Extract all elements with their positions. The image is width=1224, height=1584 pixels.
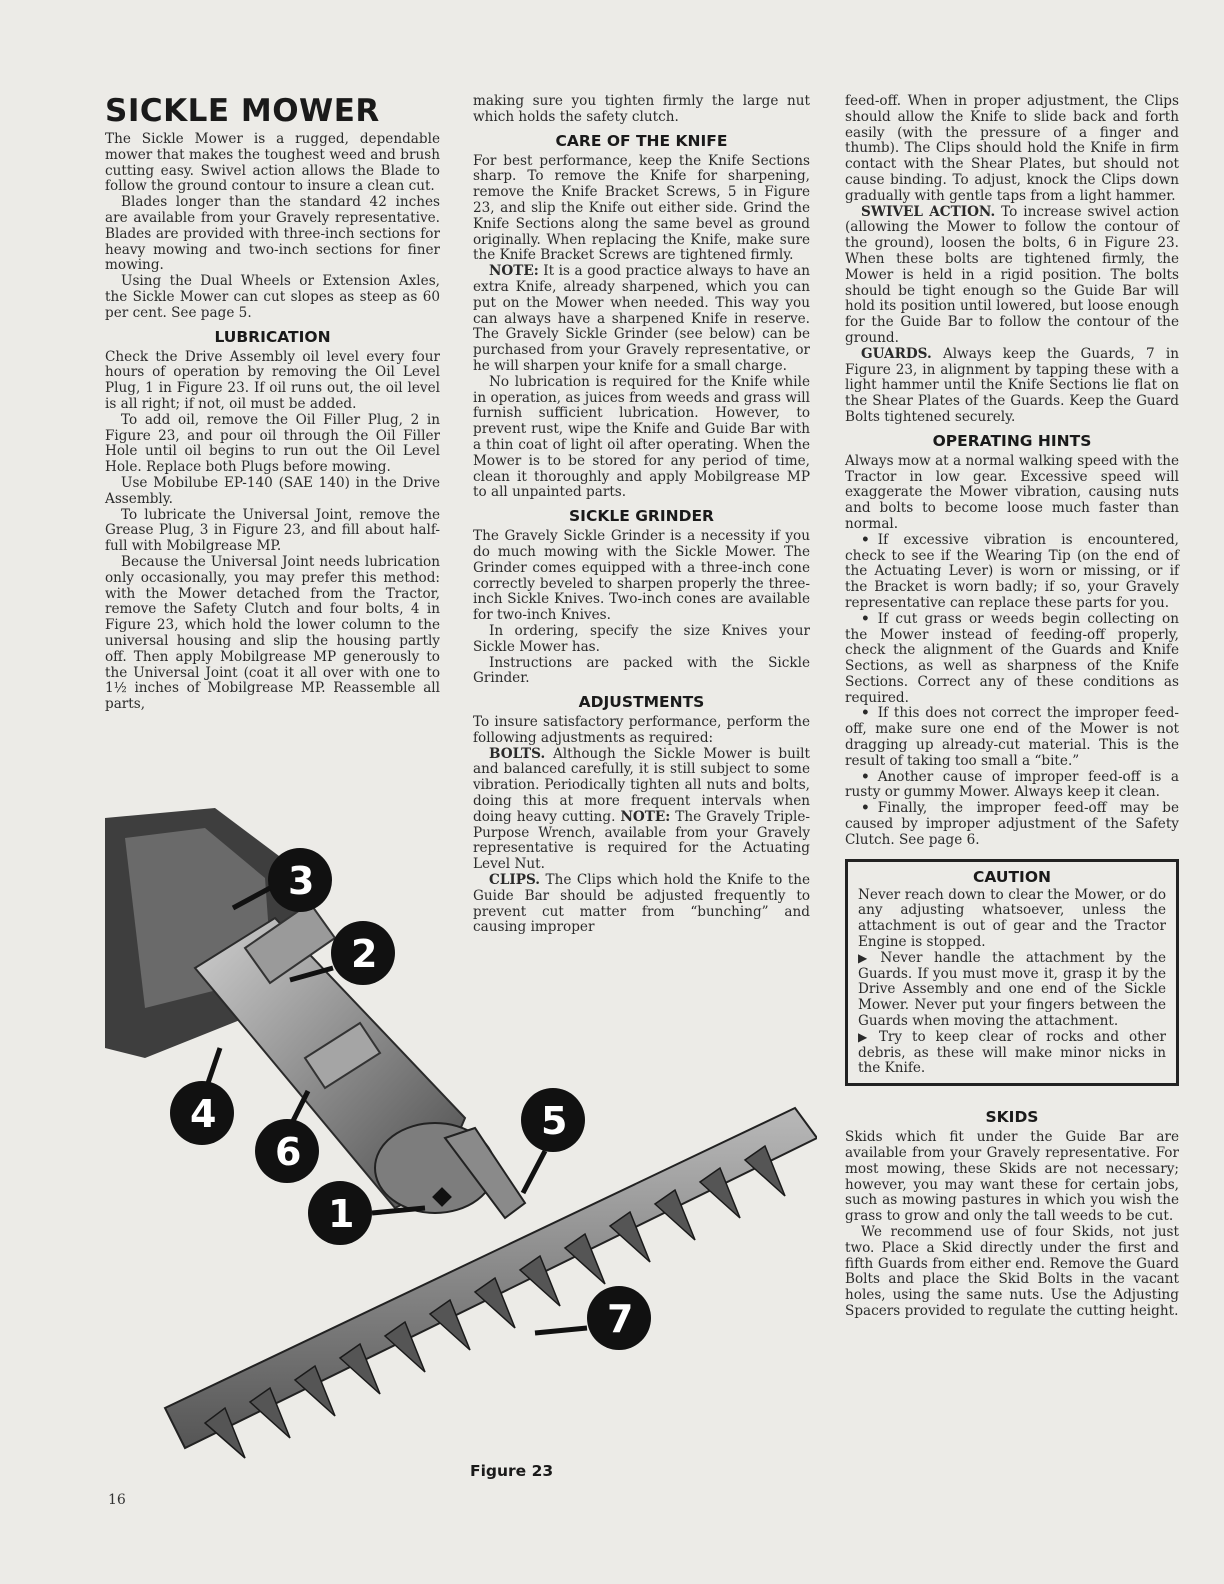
callout-label: 4 bbox=[190, 1092, 217, 1136]
paragraph: Use Mobilube EP-140 (SAE 140) in the Drive Assembly. bbox=[105, 474, 440, 507]
section-heading-operating-hints: OPERATING HINTS bbox=[932, 431, 1092, 450]
paragraph: To insure satisfactory performance, perform the following adjustments as required: bbox=[473, 714, 810, 746]
callout-5 bbox=[521, 1088, 585, 1193]
bullet-item: • If excessive vibration is encountered, check to see if the Wearing Tip (on the end of the Actuating Lever) is worn or missing, or if the Bracket is worn badly; if so, your Gravely representative can replace these parts for you. bbox=[845, 533, 1179, 612]
guards-label: GUARDS. bbox=[861, 345, 932, 362]
clips-text: The Clips which hold the Knife to the Guide Bar should be adjusted frequently to prevent cut matter from “bunching” and causing improper bbox=[473, 872, 810, 936]
paragraph: making sure you tighten firmly the large nut which holds the safety clutch. bbox=[473, 93, 810, 125]
section-heading-skids: SKIDS bbox=[985, 1108, 1039, 1127]
swivel-label: SWIVEL ACTION. bbox=[861, 203, 996, 220]
callout-label: 6 bbox=[275, 1130, 302, 1174]
guards-text: Always keep the Guards, 7 in Figure 23, in alignment by tapping these with a light hammer until the Knife Sections lie flat on the Shear Plates of the Guards. Keep the Guard Bolts tightened securely. bbox=[845, 345, 1179, 425]
paragraph: For best performance, keep the Knife Sections sharp. To remove the Knife for sharpening, remove the Knife Bracket Screws, 5 in Figure 23, and slip the Knife out either side. Grind the Knife Sections along the same bevel as ground originally. When replacing the Knife, make sure the Knife Bracket Screws are tightened firmly. bbox=[473, 152, 810, 264]
callout-4 bbox=[170, 1048, 234, 1145]
bullet-item: • Finally, the improper feed-off may be caused by improper adjustment of the Safety Clutch. See page 6. bbox=[845, 801, 1179, 848]
callout-label: 1 bbox=[328, 1192, 355, 1236]
paragraph bbox=[845, 347, 1179, 426]
callout-label: 2 bbox=[351, 932, 378, 976]
caution-item: ▶ Never handle the attachment by the Guards. If you must move it, grasp it by the Drive Assembly and one end of the Sickle Mower. Never put your fingers between the Guards when moving the attachment. bbox=[858, 951, 1166, 1030]
paragraph: To add oil, remove the Oil Filler Plug, 2 in Figure 23, and pour oil through the Oil Filler Hole until oil begins to run out the Oil Level Hole. Replace both Plugs before mowing. bbox=[105, 411, 440, 476]
figure-caption: Figure 23 bbox=[470, 1462, 554, 1480]
column-right bbox=[845, 94, 1179, 1320]
bolts-text: Although the Sickle Mower is built and balanced carefully, it is still subject to some vibration. Periodically tighten all nuts and bolts, doing this at more frequent intervals when doing heavy cutting. bbox=[473, 745, 810, 825]
paragraph: Skids which fit under the Guide Bar are available from your Gravely representative. For most mowing, these Skids are not necessary; however, you may want these for certain jobs, such as mowing pastures in which you wish the grass to grow and only the tall weeds to be cut. bbox=[845, 1129, 1179, 1225]
paragraph: Always mow at a normal walking speed with the Tractor in low gear. Excessive speed will exaggerate the Mower vibration, causing nuts and bolts to become loose much faster than normal. bbox=[845, 452, 1179, 532]
callout-label: 3 bbox=[288, 859, 315, 903]
caution-text: Never reach down to clear the Mower, or do any adjusting whatsoever, unless the attachment is out of gear and the Tractor Engine is stopped. bbox=[858, 886, 1166, 951]
callout-label: 7 bbox=[607, 1297, 634, 1341]
bullet-item: • If this does not correct the improper feed-off, make sure one end of the Mower is not dragging up already-cut material. This is the result of taking too small a “bite.” bbox=[845, 706, 1179, 769]
paragraph: Using the Dual Wheels or Extension Axles, the Sickle Mower can cut slopes as steep as 60 per cent. See page 5. bbox=[105, 273, 440, 321]
mower-illustration bbox=[105, 808, 817, 1498]
caution-heading: CAUTION bbox=[973, 867, 1051, 886]
paragraph: Blades longer than the standard 42 inches are available from your Gravely representative. Blades are provided with three-inch sections for heavy mowing and two-inch sections for finer mowing. bbox=[105, 194, 440, 274]
paragraph: To lubricate the Universal Joint, remove the Grease Plug, 3 in Figure 23, and fill about half-full with Mobilgrease MP. bbox=[105, 506, 440, 555]
bullet-item: • If cut grass or weeds begin collecting on the Mower instead of feeding-off properly, check the alignment of the Guards and Knife Sections, as well as sharpness of the Knife Sections. Correct any of these conditions as required. bbox=[845, 612, 1179, 707]
paragraph bbox=[845, 205, 1179, 347]
section-heading-sickle-grinder: SICKLE GRINDER bbox=[569, 507, 714, 526]
paragraph: The Gravely Sickle Grinder is a necessity if you do much mowing with the Sickle Mower. The Grinder comes equipped with a three-inch cone correctly beveled to sharpen properly the three-inch Sickle Knives. Two-inch cones are available for two-inch Knives. bbox=[473, 528, 810, 624]
column-left bbox=[105, 94, 440, 713]
paragraph: In ordering, specify the size Knives your Sickle Mower has. bbox=[473, 622, 810, 655]
paragraph: Because the Universal Joint needs lubrication only occasionally, you may prefer this method: with the Mower detached from the Tractor, remove the Safety Clutch and four bolts, 4 in Figure 23, which hold the lower column to the universal housing and slip the housing partly off. Then apply Mobilgrease MP generously to the Universal Joint (coat it all over with one to 1½ inches of Mobilgrease MP. Reassemble all parts, bbox=[105, 553, 440, 713]
page-number: 16 bbox=[108, 1492, 126, 1508]
bolts-label: BOLTS. bbox=[489, 745, 546, 762]
paragraph: We recommend use of four Skids, not just two. Place a Skid directly under the first and fifth Guards from either end. Remove the Guard Bolts and place the Skid Bolts in the vacant holes, using the same nuts. Use the Adjusting Spacers provided to regulate the cutting height. bbox=[845, 1224, 1179, 1319]
paragraph: feed-off. When in proper adjustment, the Clips should allow the Knife to slide back and forth easily (with the pressure of a finger and thumb). The Clips should hold the Knife in firm contact with the Shear Plates, but should not cause binding. To adjust, knock the Clips down gradually with gentle taps from a light hammer. bbox=[845, 93, 1179, 204]
note-label: NOTE: bbox=[489, 263, 539, 280]
paragraph: Check the Drive Assembly oil level every four hours of operation by removing the Oil Level Plug, 1 in Figure 23. If oil runs out, the oil level is all right; if not, oil must be added. bbox=[105, 348, 440, 412]
paragraph: No lubrication is required for the Knife while in operation, as juices from weeds and grass will furnish sufficient lubrication. However, to prevent rust, wipe the Knife and Guide Bar with a thin coat of light oil after operating. When the Mower is to be stored for any period of time, clean it thoroughly and apply Mobilgrease MP to all unpainted parts. bbox=[473, 373, 810, 501]
callout-label: 5 bbox=[541, 1099, 568, 1143]
section-heading-lubrication: LUBRICATION bbox=[214, 327, 331, 346]
swivel-text: To increase swivel action (allowing the Mower to follow the contour of the ground), loosen the bolts, 6 in Figure 23. When these bolts are tightened firmly, the Mower is held in a rigid position. The bolts should be tight enough so the Guide Bar will hold its position until lowered, but loose enough for the Guide Bar to follow the contour of the ground. bbox=[845, 203, 1179, 346]
paragraph: The Sickle Mower is a rugged, dependable mower that makes the toughest weed and brush cutting easy. Swivel action allows the Blade to follow the ground contour to insure a clean cut. bbox=[105, 131, 440, 195]
bolts-note-label: NOTE: bbox=[620, 808, 671, 825]
page-title: SICKLE MOWER bbox=[105, 93, 380, 129]
caution-item: ▶ Try to keep clear of rocks and other debris, as these will make minor nicks in the Knife. bbox=[858, 1030, 1166, 1077]
paragraph bbox=[473, 264, 810, 375]
bolts-note-text: The Gravely Triple-Purpose Wrench, available from your Gravely representative is required for the Actuating Level Nut. bbox=[473, 808, 810, 873]
section-heading-adjustments: ADJUSTMENTS bbox=[578, 693, 705, 712]
figure-23 bbox=[105, 808, 817, 1498]
clips-label: CLIPS. bbox=[489, 872, 541, 889]
paragraph: Instructions are packed with the Sickle Grinder. bbox=[473, 654, 810, 687]
note-text: It is a good practice always to have an extra Knife, already sharpened, which you can put on the Mower when needed. This way you can always have a sharpened Knife in reserve. The Gravely Sickle Grinder (see below) can be purchased from your Gravely representative, or he will sharpen your knife for a small charge. bbox=[473, 263, 810, 374]
caution-box bbox=[845, 859, 1179, 1087]
section-heading-care-of-knife: CARE OF THE KNIFE bbox=[555, 131, 728, 150]
bullet-item: • Another cause of improper feed-off is a rusty or gummy Mower. Always keep it clean. bbox=[845, 770, 1179, 802]
